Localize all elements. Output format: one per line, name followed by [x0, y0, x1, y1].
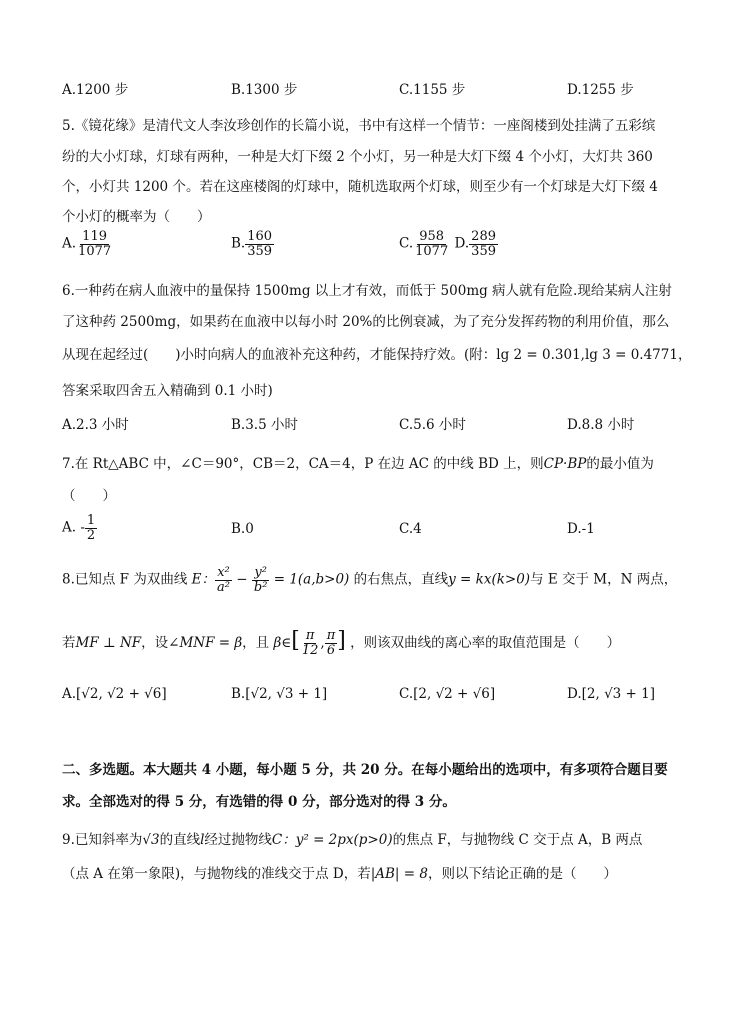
q7-option-c: C.4 [399, 521, 422, 537]
q8-option-c: C.[2, √2 + √6] [399, 686, 496, 702]
q5-option-a: A. $\frac{119}{1077}$ [62, 229, 112, 259]
q6-option-c: C.5.6 小时 [399, 417, 466, 433]
q5-line-3: 个，小灯共 1200 个。若在这座楼阁的灯球中，随机选取两个灯球，则至少有一个灯球是大灯下缀 4 [62, 179, 658, 195]
q9-line-2: （点 A 在第一象限)，与抛物线的准线交于点 D，若|AB| = 8，则以下结论正确的是（ ） [62, 866, 617, 882]
q5-line-4: 个小灯的概率为（ ） [62, 209, 211, 225]
q7-line-2: （ ） [62, 488, 116, 504]
q6-line-2: 了这种药 2500mg，如果药在血液中以每小时 20%的比例衰减，为了充分发挥药物的利用价值，那么 [62, 314, 670, 330]
q8-line-2: 若MF ⊥ NF，设∠MNF = β，且 β∈[ $\frac{\pi}{12}$ , $\frac{\pi}{6}$ ] ，则该双曲线的离心率的取值范围是（ ） [62, 628, 621, 658]
q7-option-d: D.-1 [567, 521, 595, 537]
q6-line-3: 从现在起经过( )小时向病人的血液补充这种药，才能保持疗效。(附：lg 2 = 0.301,lg 3 = 0.4771， [62, 347, 692, 363]
q7-vector-expr: CP·BP [543, 456, 587, 472]
q6-option-d: D.8.8 小时 [567, 417, 635, 433]
q6-line-4: 答案采取四舍五入精确到 0.1 小时) [62, 383, 273, 399]
q5-option-c: C. $\frac{958}{1077}$ D. $\frac{289}{359}$ [399, 229, 496, 259]
q6-line-1: 6.一种药在病人血液中的量保持 1500mg 以上才有效，而低于 500mg 病人就有危险.现给某病人注射 [62, 283, 672, 299]
q7-line-1: 7.在 Rt△ABC 中，∠C＝90°，CB＝2，CA＝4，P 在边 AC 的中线 BD 上，则CP·BP的最小值为 [62, 456, 654, 472]
q4-option-c: C.1155 步 [399, 82, 466, 98]
section2-heading-line-1: 二、多选题。本大题共 4 小题，每小题 5 分，共 20 分。在每小题给出的选项中，有多项符合题目要 [62, 762, 668, 778]
q5-option-d-label: D. [454, 235, 470, 252]
q8-line-1: 8.已知点 F 为双曲线 E： $\frac{\text{x²}}{\text{a²}}$ − $\frac{\text{y²}}{\text{b²}}$ = 1(a,b>0) 的右焦点，直线y = kx(k>0)与 E 交于 M，N 两点， [62, 565, 678, 595]
q8-option-a: A.[√2, √2 + √6] [62, 686, 167, 702]
q6-option-a: A.2.3 小时 [62, 417, 129, 433]
q5-option-d: $\frac{289}{359}$ [471, 229, 496, 259]
q7-option-b: B.0 [231, 521, 254, 537]
q5-option-b: B. $\frac{160}{359}$ [231, 229, 273, 259]
q8-option-d: D.[2, √3 + 1] [567, 686, 656, 702]
q4-option-d: D.1255 步 [567, 82, 634, 98]
section2-heading-line-2: 求。全部选对的得 5 分，有选错的得 0 分，部分选对的得 3 分。 [62, 794, 456, 810]
q4-option-b: B.1300 步 [231, 82, 298, 98]
q8-option-b: B.[√2, √3 + 1] [231, 686, 328, 702]
q6-option-b: B.3.5 小时 [231, 417, 298, 433]
q9-line-1: 9.已知斜率为√3的直线l经过抛物线C：y² = 2px(p>0)的焦点 F，与抛物线 C 交于点 A，B 两点 [62, 832, 643, 848]
q4-option-a: A.1200 步 [62, 82, 129, 98]
q5-line-1: 5.《镜花缘》是清代文人李汝珍创作的长篇小说，书中有这样一个情节：一座阁楼到处挂满了五彩缤 [62, 118, 656, 134]
q7-option-a: A. - $\frac{1}{2}$ [62, 513, 96, 543]
q5-line-2: 纷的大小灯球，灯球有两种，一种是大灯下缀 2 个小灯，另一种是大灯下缀 4 个小灯，大灯共 360 [62, 149, 653, 165]
